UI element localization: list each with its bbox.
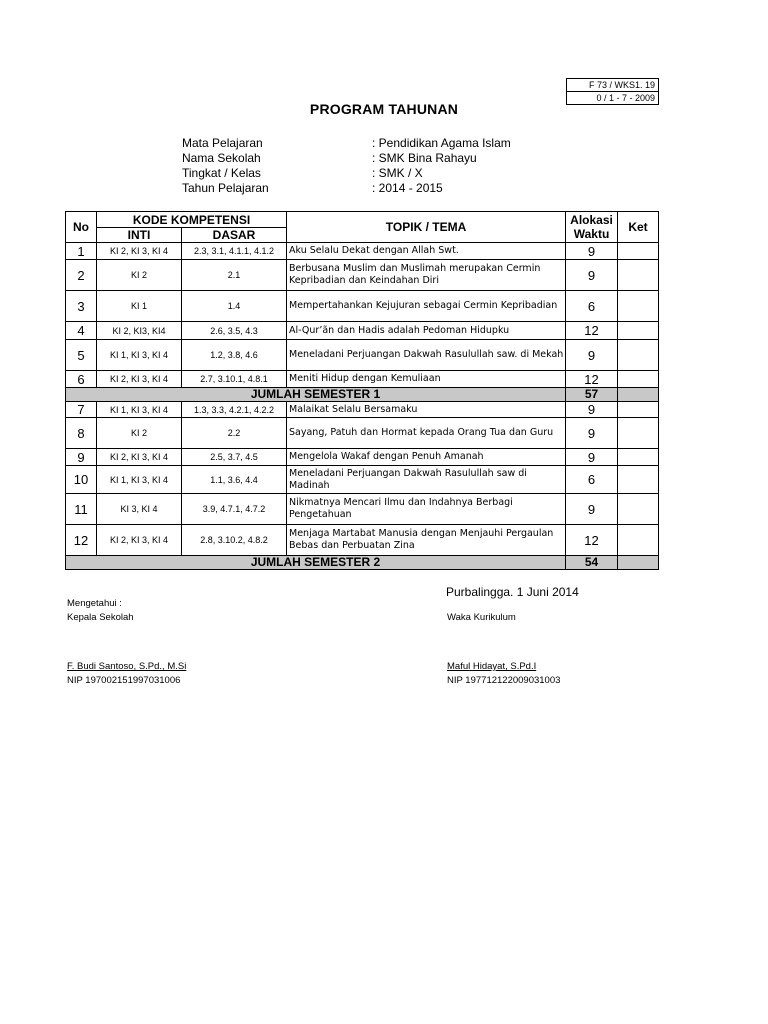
cell-alokasi: 6 bbox=[566, 466, 618, 494]
cell-no: 7 bbox=[66, 402, 97, 418]
cell-ket bbox=[618, 525, 659, 556]
cell-inti: KI 2 bbox=[97, 418, 182, 449]
cell-topik: Aku Selalu Dekat dengan Allah Swt. bbox=[287, 243, 566, 260]
header-alokasi-line-2: Waktu bbox=[573, 227, 610, 241]
cell-ket bbox=[618, 418, 659, 449]
header-ket: Ket bbox=[618, 212, 659, 243]
form-code-line-2: 0 / 1 - 7 - 2009 bbox=[567, 91, 658, 104]
semester-2-total-value: 54 bbox=[566, 556, 618, 570]
kepala-sekolah-label: Kepala Sekolah bbox=[67, 612, 134, 623]
cell-alokasi: 9 bbox=[566, 449, 618, 466]
table-row bbox=[66, 418, 659, 449]
header-kode-kompetensi: KODE KOMPETENSI bbox=[97, 212, 287, 228]
cell-ket bbox=[618, 402, 659, 418]
cell-topik: Meneladani Perjuangan Dakwah Rasulullah saw. di Mekah bbox=[287, 340, 566, 371]
cell-no: 2 bbox=[66, 260, 97, 291]
table-row bbox=[66, 371, 659, 388]
place-date: Purbalingga. 1 Juni 2014 bbox=[446, 585, 579, 599]
cell-ket bbox=[618, 449, 659, 466]
cell-no: 3 bbox=[66, 291, 97, 322]
page-title: PROGRAM TAHUNAN bbox=[309, 101, 459, 117]
cell-inti: KI 2, KI 3, KI 4 bbox=[97, 449, 182, 466]
info-row-mata-pelajaran bbox=[182, 136, 511, 151]
cell-alokasi: 9 bbox=[566, 243, 618, 260]
cell-inti: KI 2, KI3, KI4 bbox=[97, 322, 182, 340]
cell-dasar: 1.1, 3.6, 4.4 bbox=[182, 466, 287, 494]
cell-no: 6 bbox=[66, 371, 97, 388]
cell-no: 11 bbox=[66, 494, 97, 525]
cell-topik: Mempertahankan Kejujuran sebagai Cermin Kepribadian bbox=[287, 291, 566, 322]
table-row bbox=[66, 449, 659, 466]
cell-ket bbox=[618, 494, 659, 525]
cell-dasar: 2.6, 3.5, 4.3 bbox=[182, 322, 287, 340]
cell-inti: KI 2, KI 3, KI 4 bbox=[97, 525, 182, 556]
cell-no: 12 bbox=[66, 525, 97, 556]
cell-dasar: 2.1 bbox=[182, 260, 287, 291]
info-row-tahun-pelajaran bbox=[182, 181, 511, 196]
cell-alokasi: 9 bbox=[566, 260, 618, 291]
mengetahui-label: Mengetahui : bbox=[67, 598, 122, 609]
info-value: : Pendidikan Agama Islam bbox=[372, 136, 511, 150]
cell-inti: KI 1 bbox=[97, 291, 182, 322]
table-row bbox=[66, 402, 659, 418]
table-row bbox=[66, 243, 659, 260]
waka-kurikulum-label: Waka Kurikulum bbox=[447, 612, 516, 623]
cell-no: 5 bbox=[66, 340, 97, 371]
cell-dasar: 2.3, 3.1, 4.1.1, 4.1.2 bbox=[182, 243, 287, 260]
cell-inti: KI 3, KI 4 bbox=[97, 494, 182, 525]
right-signature-block bbox=[447, 611, 516, 625]
info-label: Tahun Pelajaran bbox=[182, 181, 269, 195]
cell-alokasi: 9 bbox=[566, 340, 618, 371]
cell-ket bbox=[618, 322, 659, 340]
kepala-sekolah-nip: NIP 197002151997031006 bbox=[67, 675, 181, 686]
header-inti: INTI bbox=[97, 228, 182, 243]
semester-2-total-row bbox=[66, 556, 659, 570]
cell-ket bbox=[618, 291, 659, 322]
cell-no: 9 bbox=[66, 449, 97, 466]
cell-dasar: 1.2, 3.8, 4.6 bbox=[182, 340, 287, 371]
kepala-sekolah-name: F. Budi Santoso, S.Pd., M.Si bbox=[67, 661, 187, 672]
cell-topik: Al-Qur’ãn dan Hadis adalah Pedoman Hidupku bbox=[287, 322, 566, 340]
cell-topik: Menjaga Martabat Manusia dengan Menjauhi Pergaulan Bebas dan Perbuatan Zina bbox=[287, 525, 566, 556]
semester-1-total-ket bbox=[618, 388, 659, 402]
semester-2-total-label: JUMLAH SEMESTER 2 bbox=[66, 556, 566, 570]
program-table bbox=[65, 211, 659, 570]
cell-topik: Nikmatnya Mencari Ilmu dan Indahnya Berbagi Pengetahuan bbox=[287, 494, 566, 525]
info-label: Mata Pelajaran bbox=[182, 136, 263, 150]
cell-alokasi: 12 bbox=[566, 525, 618, 556]
cell-no: 1 bbox=[66, 243, 97, 260]
info-label: Nama Sekolah bbox=[182, 151, 261, 165]
right-signature-name-block bbox=[447, 660, 560, 688]
cell-topik: Malaikat Selalu Bersamaku bbox=[287, 402, 566, 418]
cell-dasar: 2.8, 3.10.2, 4.8.2 bbox=[182, 525, 287, 556]
semester-1-total-row bbox=[66, 388, 659, 402]
cell-ket bbox=[618, 466, 659, 494]
cell-dasar: 2.5, 3.7, 4.5 bbox=[182, 449, 287, 466]
cell-topik: Sayang, Patuh dan Hormat kepada Orang Tua dan Guru bbox=[287, 418, 566, 449]
semester-2-total-ket bbox=[618, 556, 659, 570]
info-value: : SMK Bina Rahayu bbox=[372, 151, 477, 165]
waka-kurikulum-nip: NIP 197712122009031003 bbox=[447, 675, 561, 686]
table-row bbox=[66, 525, 659, 556]
info-value: : 2014 - 2015 bbox=[372, 181, 443, 195]
table-row bbox=[66, 340, 659, 371]
semester-1-total-value: 57 bbox=[566, 388, 618, 402]
table-row bbox=[66, 291, 659, 322]
cell-ket bbox=[618, 260, 659, 291]
cell-no: 4 bbox=[66, 322, 97, 340]
cell-alokasi: 9 bbox=[566, 494, 618, 525]
header-no: No bbox=[66, 212, 97, 243]
left-signature-name-block bbox=[67, 660, 186, 688]
cell-alokasi: 9 bbox=[566, 418, 618, 449]
cell-alokasi: 12 bbox=[566, 322, 618, 340]
header-alokasi-line-1: Alokasi bbox=[570, 213, 613, 227]
cell-inti: KI 1, KI 3, KI 4 bbox=[97, 340, 182, 371]
cell-dasar: 2.2 bbox=[182, 418, 287, 449]
table-row bbox=[66, 322, 659, 340]
info-value: : SMK / X bbox=[372, 166, 423, 180]
cell-topik: Meneladani Perjuangan Dakwah Rasulullah saw di Madinah bbox=[287, 466, 566, 494]
header-dasar: DASAR bbox=[182, 228, 287, 243]
info-row-nama-sekolah bbox=[182, 151, 511, 166]
cell-ket bbox=[618, 340, 659, 371]
cell-inti: KI 2, KI 3, KI 4 bbox=[97, 371, 182, 388]
table-row bbox=[66, 260, 659, 291]
header-alokasi-waktu bbox=[566, 212, 618, 243]
form-code-line-1: F 73 / WKS1. 19 bbox=[588, 80, 655, 90]
cell-dasar: 1.4 bbox=[182, 291, 287, 322]
cell-dasar: 2.7, 3.10.1, 4.8.1 bbox=[182, 371, 287, 388]
cell-no: 8 bbox=[66, 418, 97, 449]
table-row bbox=[66, 494, 659, 525]
cell-dasar: 3.9, 4.7.1, 4.7.2 bbox=[182, 494, 287, 525]
cell-inti: KI 2, KI 3, KI 4 bbox=[97, 243, 182, 260]
cell-alokasi: 12 bbox=[566, 371, 618, 388]
semester-1-total-label: JUMLAH SEMESTER 1 bbox=[66, 388, 566, 402]
cell-topik: Mengelola Wakaf dengan Penuh Amanah bbox=[287, 449, 566, 466]
cell-dasar: 1.3, 3.3, 4.2.1, 4.2.2 bbox=[182, 402, 287, 418]
info-row-tingkat-kelas bbox=[182, 166, 511, 181]
cell-ket bbox=[618, 243, 659, 260]
table-row bbox=[66, 466, 659, 494]
cell-ket bbox=[618, 371, 659, 388]
header-topik-tema: TOPIK / TEMA bbox=[287, 212, 566, 243]
cell-inti: KI 2 bbox=[97, 260, 182, 291]
cell-no: 10 bbox=[66, 466, 97, 494]
info-label: Tingkat / Kelas bbox=[182, 166, 261, 180]
cell-topik: Meniti Hidup dengan Kemuliaan bbox=[287, 371, 566, 388]
cell-inti: KI 1, KI 3, KI 4 bbox=[97, 402, 182, 418]
cell-inti: KI 1, KI 3, KI 4 bbox=[97, 466, 182, 494]
cell-alokasi: 6 bbox=[566, 291, 618, 322]
left-signature-block bbox=[67, 597, 134, 625]
cell-alokasi: 9 bbox=[566, 402, 618, 418]
info-block bbox=[182, 136, 511, 196]
waka-kurikulum-name: Maful Hidayat, S.Pd.I bbox=[447, 661, 537, 672]
cell-topik: Berbusana Muslim dan Muslimah merupakan Cermin Kepribadian dan Keindahan Diri bbox=[287, 260, 566, 291]
